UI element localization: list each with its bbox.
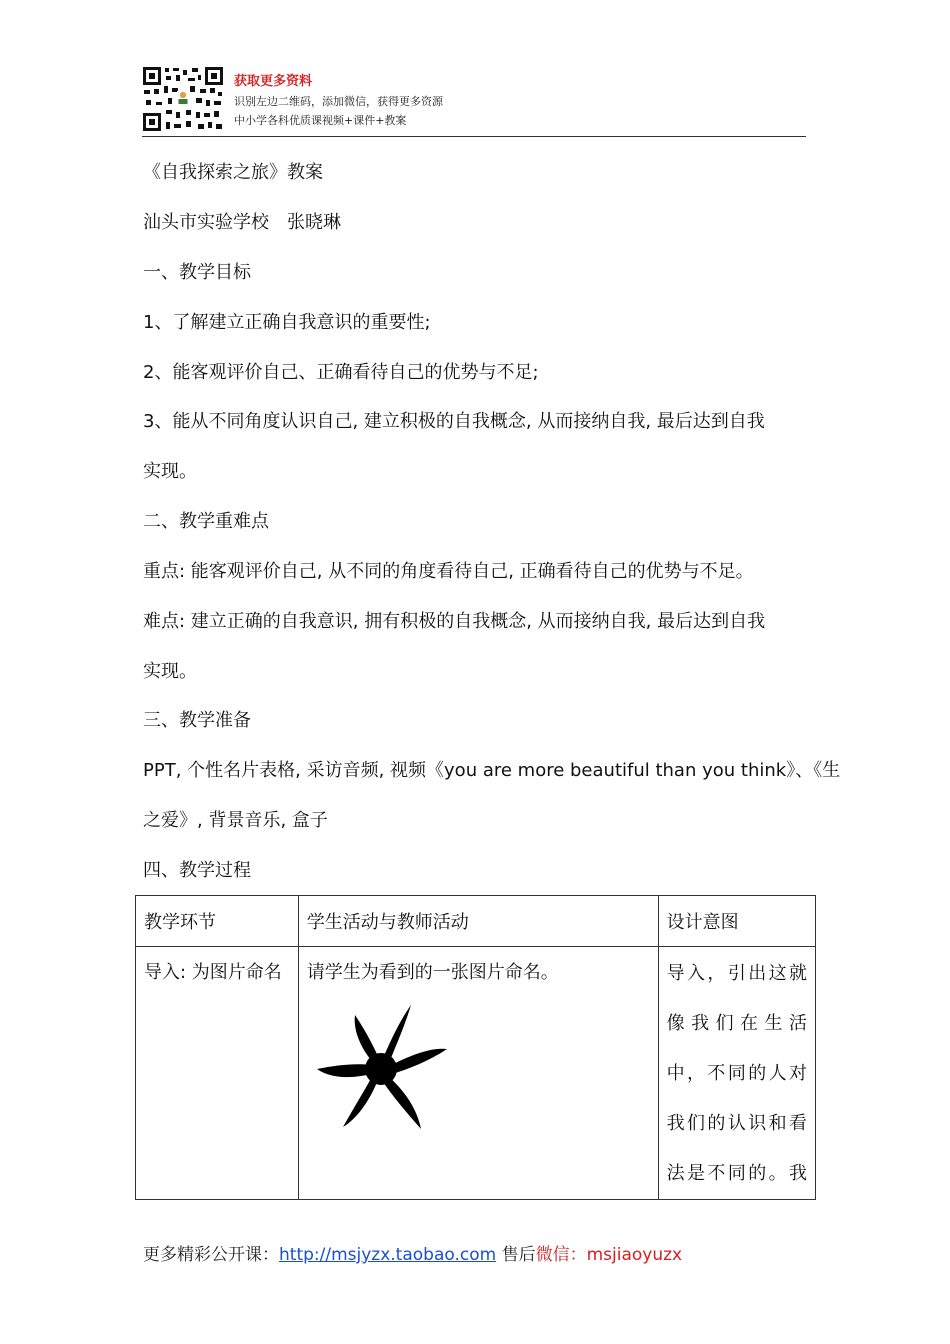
footer-prefix: 更多精彩公开课： [143,1245,279,1264]
preparation-line-2: 之爱》, 背景音乐, 盒子 [143,810,328,831]
purpose-line: 导入，引出这就 [666,963,807,984]
table-header-cell: 教学环节 [136,896,299,947]
key-point: 重点: 能客观评价自己, 从不同的角度看待自己, 正确看待自己的优势与不足。 [143,561,754,582]
difficult-point-line-2: 实现。 [143,661,197,682]
purpose-cell [658,947,815,1200]
purpose-text [667,949,807,1199]
purpose-line: 我们的认识和看 [666,1113,807,1134]
page-footer [143,1240,682,1265]
lesson-process-table [135,895,816,1200]
section-heading-process: 四、教学过程 [143,860,251,881]
purpose-line: 法是不同的。我 [666,1163,807,1184]
document-author: 汕头市实验学校 张晓琳 [143,212,341,233]
purpose-line: 中，不同的人对 [666,1063,807,1084]
difficult-point-line-1: 难点: 建立正确的自我意识, 拥有积极的自我概念, 从而接纳自我, 最后达到自我 [143,611,766,632]
header-title: 获取更多资料 [234,74,313,89]
section-heading-goals: 一、教学目标 [143,262,251,283]
table-header-cell: 学生活动与教师活动 [298,896,658,947]
goal-item-1: 1、了解建立正确自我意识的重要性; [143,312,431,333]
goal-item-3-line-1: 3、能从不同角度认识自己, 建立积极的自我概念, 从而接纳自我, 最后达到自我 [143,411,765,432]
footer-wechat-id: msjiaoyuzx [586,1245,683,1265]
table-header-row [136,896,816,947]
header-line-2: 中小学各科优质课视频+课件+教案 [234,114,407,127]
goal-item-3-line-2: 实现。 [143,461,197,482]
stage-cell [136,947,299,1200]
flower-silhouette-image [309,997,459,1137]
section-heading-preparation: 三、教学准备 [143,710,251,731]
activity-text: 请学生为看到的一张图片命名。 [306,962,559,983]
footer-wechat-label: 微信： [535,1245,587,1265]
purpose-line: 像我们在生活 [666,1013,807,1034]
table-row [136,947,816,1200]
qr-code-icon [142,66,224,132]
stage-text: 导入: 为图片命名 [144,962,282,983]
activity-cell [298,947,658,1200]
preparation-line-1: PPT, 个性名片表格, 采访音频, 视频《you are more beautiful than you think》、《生 [143,760,841,781]
footer-link[interactable]: http://msjyzx.taobao.com [279,1245,497,1265]
page-header [142,64,806,137]
header-line-1: 识别左边二维码，添加微信，获得更多资源 [234,95,443,108]
section-heading-key-points: 二、教学重难点 [143,511,269,532]
table-header-cell: 设计意图 [658,896,815,947]
footer-after-sales: 售后 [501,1245,536,1264]
goal-item-2: 2、能客观评价自己、正确看待自己的优势与不足; [143,362,539,383]
document-title: 《自我探索之旅》教案 [143,162,323,183]
